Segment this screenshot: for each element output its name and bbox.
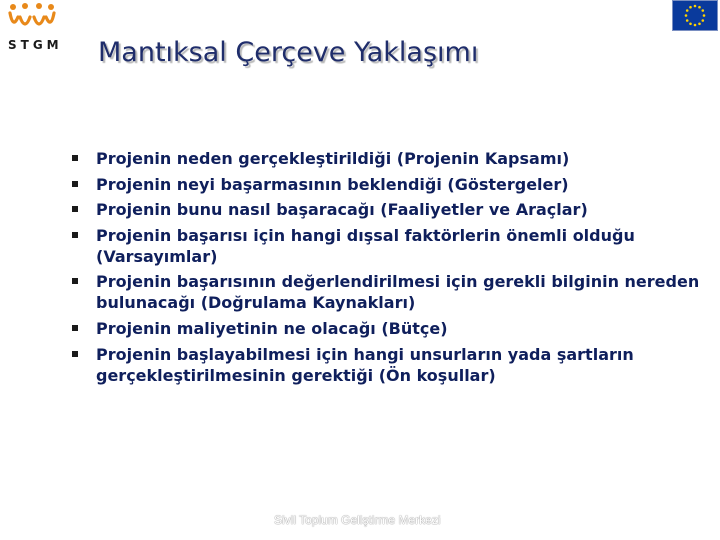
stgm-logo-icon xyxy=(8,3,56,33)
square-bullet-icon xyxy=(72,181,78,187)
list-item xyxy=(70,174,710,195)
square-bullet-icon xyxy=(72,206,78,212)
square-bullet-icon xyxy=(72,278,78,284)
bullet-list xyxy=(70,148,710,390)
square-bullet-icon xyxy=(72,351,78,357)
list-item xyxy=(70,225,710,267)
bullet-text: Projenin bunu nasıl başaracağı (Faaliyetler ve Araçlar) xyxy=(96,200,588,220)
square-bullet-icon xyxy=(72,232,78,238)
list-item xyxy=(70,344,710,386)
bullet-text: Projenin maliyetinin ne olacağı (Bütçe) xyxy=(96,318,448,338)
bullet-text: Projenin başlayabilmesi için hangi unsurların yada şartların gerçekleştirilmesinin gerektiği (Ön koşullar) xyxy=(96,344,634,385)
bullet-text: Projenin neden gerçekleştirildiği (Projenin Kapsamı) xyxy=(96,149,570,168)
list-item xyxy=(70,271,710,313)
eu-flag-icon xyxy=(672,0,718,31)
stgm-logo xyxy=(4,3,62,55)
bullet-text: Projenin neyi başarmasının beklendiği (Göstergeler) xyxy=(96,174,569,194)
square-bullet-icon xyxy=(72,155,78,161)
bullet-text: Projenin başarısı için hangi dışsal faktörlerin önemli olduğu (Varsayımlar) xyxy=(96,225,635,266)
list-item xyxy=(70,318,710,339)
page-title: Mantıksal Çerçeve Yaklaşımı xyxy=(98,37,479,68)
bullet-text: Projenin başarısının değerlendirilmesi için gerekli bilginin nereden bulunacağı (Doğrulama Kaynakları) xyxy=(96,272,700,313)
logo-text: STGM xyxy=(8,38,63,52)
square-bullet-icon xyxy=(72,325,78,331)
footer-text: Sivil Toplum Geliştirme Merkezi xyxy=(274,513,441,527)
list-item xyxy=(70,148,710,169)
list-item xyxy=(70,199,710,220)
